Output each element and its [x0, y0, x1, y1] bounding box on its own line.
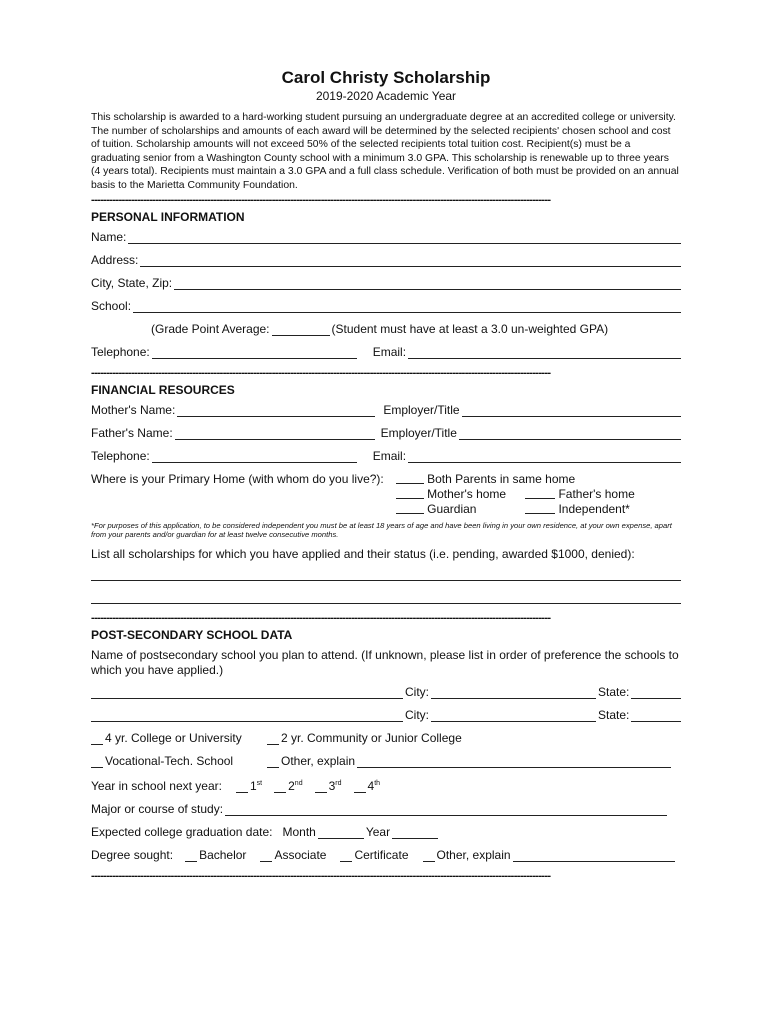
gpa-label: (Grade Point Average: [151, 321, 270, 336]
4yr-label: 4 yr. College or University [105, 730, 242, 745]
school-choice-row-2 [91, 708, 681, 722]
email-field[interactable] [408, 347, 681, 359]
email-label: Email: [372, 344, 407, 359]
year-1-label: 1st [249, 778, 263, 793]
name-field[interactable] [128, 232, 681, 244]
school-2-city-field[interactable] [431, 710, 596, 722]
scholarships-field-2[interactable] [91, 590, 681, 604]
school-1-city-label: City: [405, 684, 429, 699]
mother-row [91, 403, 681, 417]
year-3-checkbox[interactable] [315, 781, 327, 793]
2yr-label: 2 yr. Community or Junior College [281, 730, 462, 745]
scholarships-field-1[interactable] [91, 567, 681, 581]
year-field[interactable] [392, 827, 438, 839]
guardian-checkbox[interactable] [396, 502, 424, 514]
school-type-row-2 [91, 754, 681, 768]
certificate-label: Certificate [354, 847, 409, 862]
associate-checkbox[interactable] [260, 850, 272, 862]
school-type-row-1 [91, 731, 681, 745]
year-label: Year [365, 824, 391, 839]
scholarships-question: List all scholarships for which you have applied and their status (i.e. pending, awarded $1000, denied): [91, 546, 635, 561]
father-name-field[interactable] [175, 428, 375, 440]
fin-telephone-label: Telephone: [91, 448, 150, 463]
2yr-checkbox[interactable] [267, 733, 279, 745]
school-field[interactable] [133, 301, 681, 313]
city-row [91, 276, 681, 290]
year-2-checkbox[interactable] [274, 781, 286, 793]
independent-label: Independent* [558, 501, 630, 516]
separator: ------------------------------------------------------------------------------------------------------------------------------------------------------ [91, 194, 551, 205]
4yr-checkbox[interactable] [91, 733, 103, 745]
gpa-row [91, 322, 681, 336]
month-label: Month [282, 824, 316, 839]
fin-phone-email-row [91, 449, 681, 463]
associate-label: Associate [274, 847, 327, 862]
father-home-checkbox[interactable] [525, 487, 555, 499]
independent-checkbox[interactable] [525, 502, 555, 514]
city-label: City, State, Zip: [91, 275, 173, 290]
guardian-label: Guardian [427, 501, 477, 516]
school-1-state-label: State: [598, 684, 630, 699]
name-label: Name: [91, 229, 127, 244]
other-degree-label: Other, explain [436, 847, 511, 862]
fin-telephone-field[interactable] [152, 451, 357, 463]
separator: ------------------------------------------------------------------------------------------------------------------------------------------------------ [91, 612, 551, 623]
mother-label: Mother's Name: [91, 402, 176, 417]
degree-label: Degree sought: [91, 847, 174, 862]
school-label: School: [91, 298, 132, 313]
major-row [91, 802, 681, 816]
school-2-state-field[interactable] [631, 710, 681, 722]
telephone-field[interactable] [152, 347, 357, 359]
financial-heading: FINANCIAL RESOURCES [91, 382, 235, 397]
primary-home-row [91, 472, 681, 517]
major-label: Major or course of study: [91, 801, 224, 816]
year-2-label: 2nd [288, 778, 303, 793]
separator: ------------------------------------------------------------------------------------------------------------------------------------------------------ [91, 367, 551, 378]
phone-email-row [91, 345, 681, 359]
address-field[interactable] [140, 255, 681, 267]
fin-email-label: Email: [372, 448, 407, 463]
vocational-checkbox[interactable] [91, 756, 103, 768]
both-parents-label: Both Parents in same home [427, 471, 576, 486]
fin-email-field[interactable] [408, 451, 681, 463]
both-parents-checkbox[interactable] [396, 472, 424, 484]
scholarship-form [91, 68, 681, 881]
father-home-label: Father's home [558, 486, 635, 501]
postsecondary-intro: Name of postsecondary school you plan to attend. (If unknown, please list in order of preference the schools to which you have applied.) [91, 647, 679, 677]
bachelor-checkbox[interactable] [185, 850, 197, 862]
city-state-zip-field[interactable] [174, 278, 681, 290]
bachelor-label: Bachelor [199, 847, 247, 862]
gpa-note: (Student must have at least a 3.0 un-weighted GPA) [331, 321, 609, 336]
father-row [91, 426, 681, 440]
vocational-label: Vocational-Tech. School [105, 753, 234, 768]
year-1-checkbox[interactable] [236, 781, 248, 793]
school-1-city-field[interactable] [431, 687, 596, 699]
address-label: Address: [91, 252, 139, 267]
month-field[interactable] [318, 827, 364, 839]
year-4-checkbox[interactable] [354, 781, 366, 793]
school-choice-1-field[interactable] [91, 687, 403, 699]
mother-home-label: Mother's home [427, 486, 507, 501]
year-4-label: 4th [367, 778, 381, 793]
school-2-state-label: State: [598, 707, 630, 722]
major-field[interactable] [225, 804, 667, 816]
year-in-school-label: Year in school next year: [91, 778, 222, 793]
school-choice-2-field[interactable] [91, 710, 403, 722]
year-3-label: 3rd [328, 778, 342, 793]
form-title: Carol Christy Scholarship [281, 68, 491, 87]
father-label: Father's Name: [91, 425, 173, 440]
graduation-label: Expected college graduation date: [91, 824, 273, 839]
degree-row [91, 848, 681, 862]
mother-home-checkbox[interactable] [396, 487, 424, 499]
school-row [91, 299, 681, 313]
certificate-checkbox[interactable] [340, 850, 352, 862]
telephone-label: Telephone: [91, 344, 150, 359]
primary-home-label: Where is your Primary Home (with whom do you live?): [91, 471, 384, 486]
personal-heading: PERSONAL INFORMATION [91, 209, 245, 224]
other-degree-field[interactable] [513, 850, 675, 862]
other-school-label: Other, explain [281, 753, 356, 768]
other-degree-checkbox[interactable] [423, 850, 435, 862]
father-employer-label: Employer/Title [380, 425, 457, 440]
graduation-row [91, 825, 681, 839]
school-2-city-label: City: [405, 707, 429, 722]
independent-footnote: *For purposes of this application, to be considered independent you must be at least 18 years of age and have been living in your own residence, at your own expense, apart from your parents and/or guardian for at least twelve consecutive months. [91, 520, 672, 540]
gpa-field[interactable] [272, 324, 330, 336]
father-employer-field[interactable] [459, 428, 681, 440]
school-1-state-field[interactable] [631, 687, 681, 699]
school-choice-row-1 [91, 685, 681, 699]
mother-employer-field[interactable] [462, 405, 681, 417]
name-row [91, 230, 681, 244]
academic-year: 2019-2020 Academic Year [315, 89, 457, 103]
other-school-checkbox[interactable] [267, 756, 279, 768]
intro-paragraph: This scholarship is awarded to a hard-working student pursuing an undergraduate degree at an accredited college or university. The number of scholarships and amounts of each award will be determined by the selected recipients' chosen school and cost of tuition. Scholarship amounts will not exceed 50% of the selected recipients total tuition cost. Recipient(s) must be a graduating senior from a Washington County school with a minimum 3.0 GPA. This scholarship is renewable up to three years (4 years total). Recipients must maintain a 3.0 GPA and a full class schedule. Verification of both must be provided on an annual basis to the Marietta Community Foundation. [91, 112, 679, 191]
year-in-school-row [91, 777, 681, 793]
separator: ------------------------------------------------------------------------------------------------------------------------------------------------------ [91, 870, 551, 881]
mother-name-field[interactable] [177, 405, 375, 417]
mother-employer-label: Employer/Title [383, 402, 460, 417]
primary-home-options [396, 472, 635, 517]
address-row [91, 253, 681, 267]
other-school-field[interactable] [357, 756, 671, 768]
postsecondary-heading: POST-SECONDARY SCHOOL DATA [91, 627, 293, 642]
